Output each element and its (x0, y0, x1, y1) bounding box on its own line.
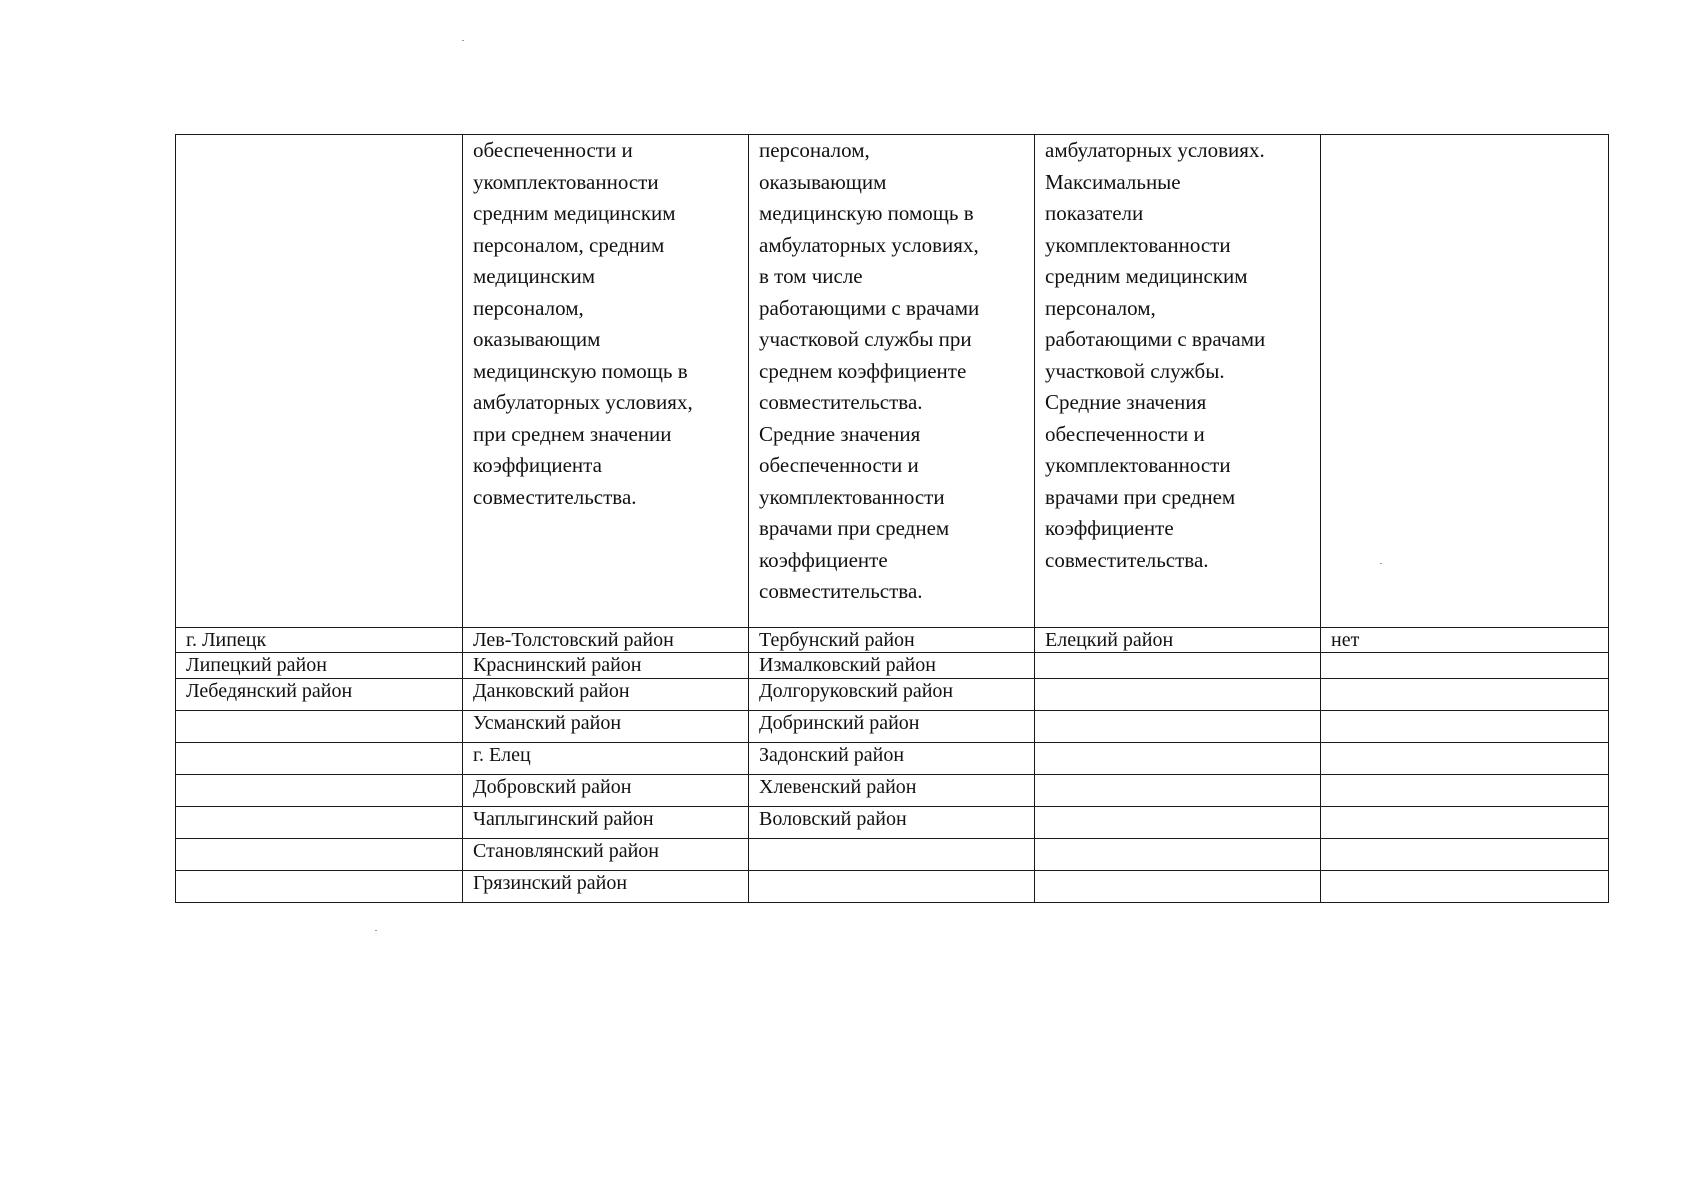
criteria-text-line: обеспеченности и (473, 138, 633, 162)
table-cell (1321, 743, 1609, 775)
criteria-text-line: Средние значения (1045, 390, 1207, 414)
table-cell: Данковский район (463, 679, 749, 711)
table-cell (1035, 871, 1321, 903)
table-cell (749, 871, 1035, 903)
table-row (176, 743, 1609, 775)
table-cell: Воловский район (749, 807, 1035, 839)
criteria-text-line: участковой службы. (1045, 358, 1225, 383)
table-cell: Долгоруковский район (749, 679, 1035, 711)
table-cell (176, 711, 463, 743)
table-row (176, 653, 1609, 679)
criteria-text-line: врачами при среднем (759, 516, 950, 540)
criteria-text-line: Максимальные (1045, 169, 1181, 194)
criteria-text-line: участковой службы при (759, 327, 972, 351)
table-cell: г. Елец (463, 743, 749, 775)
table-cell: нет (1321, 628, 1609, 653)
criteria-text-line: работающими с врачами (759, 295, 980, 320)
table-row (176, 711, 1609, 743)
table-cell: Добровский район (463, 775, 749, 807)
criteria-cell (1321, 135, 1609, 628)
table-cell: Тербунский район (749, 628, 1035, 653)
criteria-text-line: Средние значения (759, 421, 921, 446)
criteria-cell (463, 135, 749, 628)
criteria-text-line: совместительства. (759, 390, 923, 414)
criteria-text-line: совместительства. (759, 579, 923, 603)
scan-speck (462, 40, 464, 41)
criteria-row (176, 135, 1609, 628)
table-cell (1035, 653, 1321, 679)
table-cell (1035, 711, 1321, 743)
table-cell (1035, 839, 1321, 871)
table-cell: Краснинский район (463, 653, 749, 679)
table-cell: Елецкий район (1035, 628, 1321, 653)
table-cell: Усманский район (463, 711, 749, 743)
criteria-text-line: при среднем значении (473, 421, 672, 446)
districts-table (175, 134, 1609, 903)
table-cell (1035, 679, 1321, 711)
table-cell: Становлянский район (463, 839, 749, 871)
table-cell (176, 743, 463, 775)
criteria-text-line: работающими с врачами (1045, 327, 1266, 351)
criteria-text-line: средним медицинским (473, 201, 676, 225)
table-cell: Лев-Толстовский район (463, 628, 749, 653)
table-cell (1321, 871, 1609, 903)
table-cell (176, 807, 463, 839)
criteria-text-line: амбулаторных условиях, (473, 390, 693, 414)
table-row (176, 679, 1609, 711)
table-cell: Задонский район (749, 743, 1035, 775)
table-row (176, 807, 1609, 839)
criteria-text-line: коэффициенте (1045, 516, 1174, 540)
criteria-text-line: среднем коэффициенте (759, 358, 967, 383)
criteria-text-line: обеспеченности и (1045, 421, 1205, 446)
table-cell (1321, 839, 1609, 871)
criteria-text-line: оказывающим (759, 169, 887, 194)
criteria-cell (1035, 135, 1321, 628)
table-cell: Хлевенский район (749, 775, 1035, 807)
criteria-text-line: укомплектованности (1045, 232, 1231, 257)
table-cell: Добринский район (749, 711, 1035, 743)
table-cell (176, 775, 463, 807)
table-cell: Лебедянский район (176, 679, 463, 711)
table-cell (176, 839, 463, 871)
criteria-cell (749, 135, 1035, 628)
table-row (176, 871, 1609, 903)
criteria-text-line: персоналом, (473, 295, 584, 320)
criteria-text-line: укомплектованности (759, 484, 945, 509)
table-cell: Липецкий район (176, 653, 463, 679)
criteria-text-line: персоналом, средним (473, 232, 665, 257)
criteria-text-line: медицинскую помощь в (473, 358, 688, 383)
criteria-text-line: показатели (1045, 201, 1144, 225)
criteria-text-line: совместительства. (1045, 547, 1209, 572)
criteria-text-line: совместительства. (473, 484, 637, 509)
table-cell (1321, 679, 1609, 711)
table-cell (749, 839, 1035, 871)
table-row (176, 775, 1609, 807)
criteria-text-line: средним медицинским (1045, 264, 1248, 288)
criteria-text-line: персоналом, (759, 138, 870, 162)
criteria-text-line: амбулаторных условиях, (759, 232, 979, 257)
scan-speck (375, 930, 377, 931)
table-cell (1321, 807, 1609, 839)
table-cell (1321, 653, 1609, 679)
criteria-text-line: оказывающим (473, 327, 601, 351)
criteria-text-line: в том числе (759, 264, 863, 288)
criteria-text-line: персоналом, (1045, 295, 1156, 320)
criteria-text-line: обеспеченности и (759, 453, 919, 477)
criteria-text-line: врачами при среднем (1045, 484, 1236, 509)
criteria-text-line: укомплектованности (1045, 453, 1231, 477)
criteria-text-line: медицинскую помощь в (759, 201, 974, 225)
table-row (176, 628, 1609, 653)
criteria-text-line: укомплектованности (473, 169, 659, 194)
table-row (176, 839, 1609, 871)
criteria-text-line: коэффициенте (759, 547, 888, 572)
table-cell (176, 871, 463, 903)
table-cell: Чаплыгинский район (463, 807, 749, 839)
table-cell (1035, 807, 1321, 839)
criteria-text-line: амбулаторных условиях. (1045, 138, 1265, 162)
criteria-text-line: коэффициента (473, 453, 602, 477)
table-cell (1035, 775, 1321, 807)
table-cell: г. Липецк (176, 628, 463, 653)
table-cell: Измалковский район (749, 653, 1035, 679)
criteria-cell (176, 135, 463, 628)
table-cell (1035, 743, 1321, 775)
criteria-text-line: медицинским (473, 264, 596, 288)
table-cell (1321, 711, 1609, 743)
table-cell (1321, 775, 1609, 807)
table-cell: Грязинский район (463, 871, 749, 903)
